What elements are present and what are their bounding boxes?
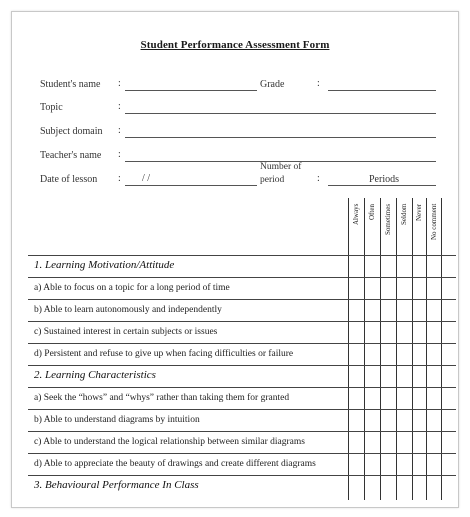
- colon: :: [317, 173, 320, 184]
- rating-header-always: Always: [352, 204, 360, 226]
- section-title: 1. Learning Motivation/Attitude: [34, 259, 175, 271]
- number-of-period-label: Number of: [260, 162, 302, 172]
- table-row[interactable]: [28, 409, 456, 432]
- topic-field[interactable]: [125, 113, 436, 114]
- assessment-form-sheet: [11, 11, 459, 508]
- table-row[interactable]: [28, 277, 456, 300]
- subject-domain-label: Subject domain: [40, 126, 103, 137]
- number-of-period-label-2: period: [260, 175, 285, 185]
- colon: :: [118, 125, 121, 136]
- periods-suffix: Periods: [369, 174, 399, 185]
- rating-header-often: Often: [368, 204, 376, 220]
- student-name-label: Student's name: [40, 79, 101, 90]
- criterion-text: a) Seek the “hows” and “whys” rather than taking them for granted: [34, 393, 290, 403]
- criterion-text: d) Able to appreciate the beauty of drawings and create different diagrams: [34, 459, 316, 469]
- colon: :: [118, 78, 121, 89]
- grade-label: Grade: [260, 79, 285, 90]
- rating-header-no-comment: No comment: [430, 204, 438, 241]
- grade-field[interactable]: [328, 90, 436, 91]
- date-placeholder: / /: [142, 173, 151, 184]
- criterion-text: c) Able to understand the logical relationship between similar diagrams: [34, 437, 305, 447]
- topic-label: Topic: [40, 102, 63, 113]
- form-title: Student Performance Assessment Form: [140, 39, 330, 51]
- student-name-field[interactable]: [125, 90, 257, 91]
- criterion-text: b) Able to understand diagrams by intuition: [34, 415, 200, 425]
- colon: :: [118, 101, 121, 112]
- colon: :: [118, 149, 121, 160]
- section-title: 2. Learning Characteristics: [34, 369, 156, 381]
- section-row: [28, 365, 456, 388]
- rating-header-never: Never: [415, 204, 423, 222]
- criterion-text: d) Persistent and refuse to give up when facing difficulties or failure: [34, 349, 294, 359]
- criterion-text: b) Able to learn autonomously and independently: [34, 305, 222, 315]
- table-row[interactable]: [28, 299, 456, 322]
- criterion-text: a) Able to focus on a topic for a long period of time: [34, 283, 230, 293]
- table-row[interactable]: [28, 431, 456, 454]
- table-row[interactable]: [28, 321, 456, 344]
- number-of-period-field[interactable]: [328, 185, 436, 186]
- rating-header-sometimes: Sometimes: [384, 204, 392, 236]
- teacher-name-label: Teacher's name: [40, 150, 102, 161]
- date-of-lesson-label: Date of lesson: [40, 174, 98, 185]
- subject-domain-field[interactable]: [125, 137, 436, 138]
- table-row[interactable]: [28, 387, 456, 410]
- section-row: [28, 475, 456, 498]
- colon: :: [118, 173, 121, 184]
- assessment-grid: [28, 198, 456, 498]
- table-row[interactable]: [28, 453, 456, 476]
- section-row: [28, 255, 456, 278]
- rating-header-seldom: Seldom: [400, 204, 408, 226]
- date-of-lesson-field[interactable]: [125, 185, 257, 186]
- colon: :: [317, 78, 320, 89]
- table-row[interactable]: [28, 343, 456, 366]
- criterion-text: c) Sustained interest in certain subjects or issues: [34, 327, 218, 337]
- section-title: 3. Behavioural Performance In Class: [34, 479, 199, 491]
